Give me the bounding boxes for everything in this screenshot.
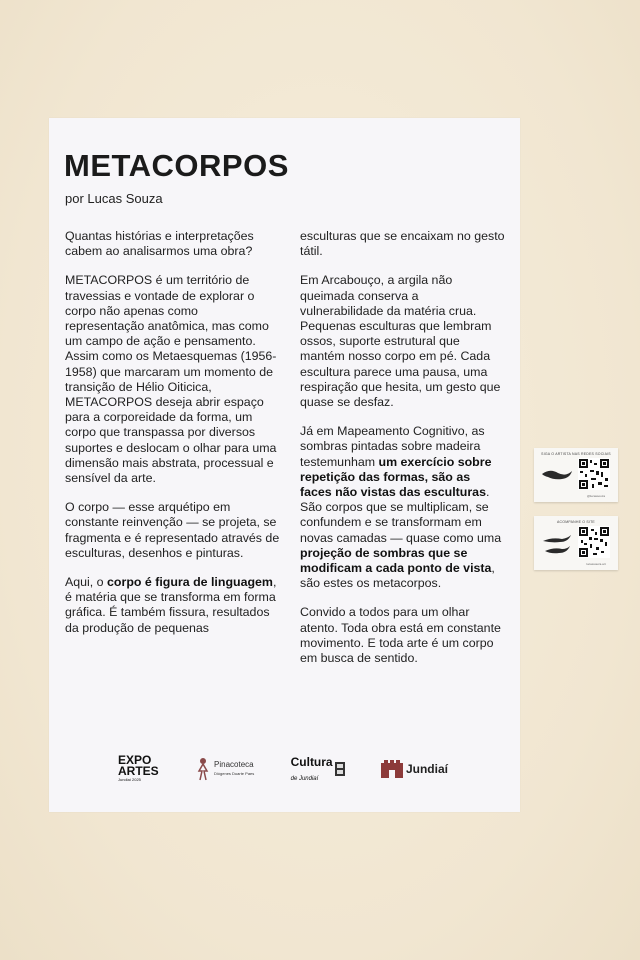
cultura-name: Cultura [290,755,333,769]
cultura-sub: de Jundiaí [290,776,319,782]
text-fragment: , é matéria que se transforma em forma gráfica. É também fissura, resultados da produção de pequenas [65,575,277,635]
card-footer: @lucassouza [586,494,606,498]
right-text-column [300,229,505,680]
cultura-emblem-icon [335,762,345,776]
text-fragment: , são estes os metacorpos. [300,561,495,591]
jundiai-crest-icon [381,760,403,778]
qr-code-icon[interactable] [578,458,610,490]
pinacoteca-figure-icon [195,757,211,781]
exhibition-title: METACORPOS [64,148,289,183]
jundiai-logo [381,760,448,778]
paragraph-convite: Convido a todos para um olhar atento. Toda obra está em constante movimento. E toda arte é um corpo em busca de sentido. [300,605,501,666]
sculpture-silhouette-icon [540,462,574,490]
site-qr-card[interactable] [534,516,618,570]
paragraph-continuation: esculturas que se encaixam no gesto tátil. [300,229,505,259]
cultura-logo [291,755,345,783]
paragraph-metacorpos: METACORPOS é um território de travessias e vontade de explorar o corpo não apenas como representação anatômica, mas como um campo de ação e pensamento. Assim como os Metaesquemas (1956-1958) que marcaram um momento de transição de Hélio Oiticica, METACORPOS deseja abrir espaço para a corporeidade da forma, um corpo que transpassa por diversos suportes e deslocam o olhar para uma dimensão mais abstrata, processual e sensível da arte. [65,273,277,486]
card-footer: lucassouza.art [586,562,606,566]
card-header: ACOMPANHE O SITE [557,520,595,524]
social-qr-card[interactable] [534,448,618,502]
pinacoteca-name: Pinacoteca [214,760,254,769]
bold-fragment: corpo é figura de linguagem [107,575,273,590]
card-header: SIGA O ARTISTA NAS REDES SOCIAIS [541,452,611,456]
expo-sub: Jundiaí 2025 [118,777,141,782]
artist-credit: por Lucas Souza [65,191,163,206]
intro-question: Quantas histórias e interpretações cabem ao analisarmos uma obra? [65,229,254,259]
jundiai-name: Jundiaí [405,762,448,776]
pinacoteca-logo [195,757,254,781]
paragraph-corpo: O corpo — esse arquétipo em constante reinvenção — se projeta, se fragmenta e é representado através de esculturas, desenhos e pinturas. [65,500,280,560]
bold-fragment: projeção de sombras que se modificam a cada ponto de vista [300,545,492,576]
expo-line1: EXPO [118,753,152,767]
pinacoteca-sub: Diógenes Duarte Paes [214,771,255,776]
paragraph-linguagem [65,575,280,636]
qr-code-icon[interactable] [578,526,610,558]
text-fragment: Já em Mapeamento Cognitivo, as sombras pintadas sobre madeira testemunham [300,424,485,469]
paragraph-mapeamento [300,424,505,591]
left-text-column [65,229,280,650]
text-fragment: Aqui, o [65,575,108,590]
expoartes-logo [118,755,159,783]
expo-line2: ARTES [118,764,159,778]
sculpture-pieces-icon [540,530,574,558]
text-fragment: . São corpos que se multiplicam, se confundem e se transformam em novas camadas — quase como uma [300,485,502,545]
sponsor-logos [118,752,448,786]
paragraph-arcabouco: Em Arcabouço, a argila não queimada conserva a vulnerabilidade da matéria crua. Pequenas esculturas que lembram ossos, suporte estrutural que mantém nosso corpo em pé. Cada escultura parece uma pausa, uma respiração que hesita, um gesto que quase se desfaz. [300,273,501,410]
bold-fragment: um exercício sobre repetição das formas, são as faces não vistas das esculturas [300,454,492,500]
